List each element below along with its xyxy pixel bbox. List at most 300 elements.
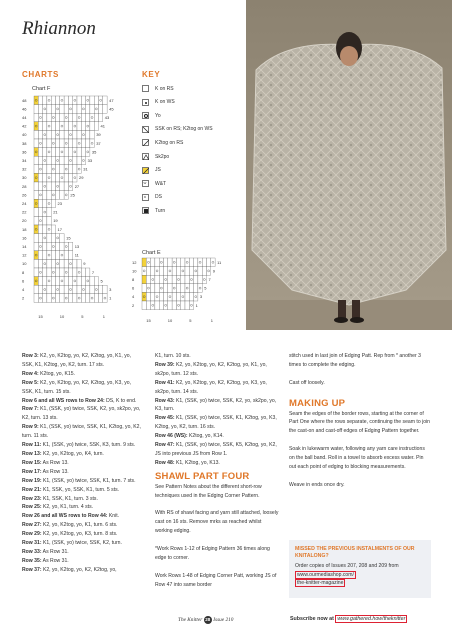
making-up-heading: MAKING UP xyxy=(289,397,346,409)
chart-f-cell xyxy=(43,156,47,165)
chart-f-cell xyxy=(34,234,38,243)
chart-f-cell xyxy=(81,130,85,139)
chart-f-cell xyxy=(38,173,42,182)
right-slash-square-icon xyxy=(142,139,149,146)
chart-f-row-label: 6 xyxy=(22,278,25,284)
pattern-row xyxy=(22,521,144,530)
chart-f-cell xyxy=(77,277,81,286)
chart-f-cell xyxy=(68,173,72,182)
chart-f-cell xyxy=(34,216,38,225)
chart-f-row-label: 36 xyxy=(22,149,27,155)
chart-f-cell xyxy=(94,277,98,286)
chart-e-cell xyxy=(181,292,185,301)
chart-f-label: Chart F xyxy=(32,86,51,92)
chart-f-row-label: 45 xyxy=(109,106,114,112)
pattern-row xyxy=(155,379,279,397)
chart-f-cell xyxy=(77,130,81,139)
footer-subscribe-text: Subscribe now at xyxy=(290,616,334,622)
row-text: K2, yo, K2tog, yo, K2, K2tog, yo, K3, yo, SSK, K1, turn. 15 sts. xyxy=(22,379,132,395)
chart-e-cell xyxy=(172,275,176,284)
chart-f-cell xyxy=(60,182,64,191)
chart-f-row-label: 7 xyxy=(91,269,95,275)
chart-e-row-label: 9 xyxy=(212,268,216,274)
chart-f-cell xyxy=(64,105,68,114)
chart-f-cell xyxy=(99,285,103,294)
chart-f-cell xyxy=(77,156,81,165)
chart-e-col-label: 1 xyxy=(210,318,214,323)
row-text: As Row 31. xyxy=(41,557,69,564)
chart-f-cell xyxy=(103,285,107,294)
chart-f-cell xyxy=(43,242,47,251)
shop-link[interactable]: www.ourmediashop.com/ xyxy=(297,571,354,578)
chart-f-row-label: 26 xyxy=(22,192,27,198)
chart-f-row-label: 27 xyxy=(74,183,80,189)
chart-f-cell xyxy=(60,96,64,105)
chart-f-cell xyxy=(43,234,47,243)
key-label: Turn xyxy=(155,207,166,214)
row-text: K1, turn. 10 sts. xyxy=(155,353,191,359)
chart-f-cell xyxy=(38,268,42,277)
chart-f-cell xyxy=(56,285,60,294)
pattern-row xyxy=(155,397,279,415)
chart-f-cell xyxy=(43,105,47,114)
chart-f-cell xyxy=(56,165,60,174)
chart-f-cell xyxy=(60,242,64,251)
chart-f-cell xyxy=(90,113,94,122)
chart-f-cell xyxy=(94,294,98,303)
chart-f-row-label: 25 xyxy=(70,192,75,198)
dot-square-icon xyxy=(142,99,149,106)
chart-e-cell xyxy=(151,301,155,310)
row-label: Row 23: xyxy=(22,495,42,502)
chart-e-cell xyxy=(194,292,198,301)
chart-f-cell xyxy=(34,268,38,277)
chart-f-cell xyxy=(47,234,51,243)
row-label: Row 5: xyxy=(22,379,39,386)
chart-f-cell xyxy=(34,139,38,148)
chart-e-cell xyxy=(211,258,215,267)
chart-f-cell xyxy=(43,285,47,294)
chart-f-row-label: 19 xyxy=(53,218,58,224)
subscribe-link[interactable]: www.gathered.how/theknitter xyxy=(337,616,406,622)
chart-f-cell xyxy=(90,285,94,294)
chart-f-row-label: 18 xyxy=(22,226,27,232)
chart-f-row-label: 48 xyxy=(22,97,27,103)
chart-f-cell xyxy=(60,122,64,131)
chart-f-row-label: 14 xyxy=(22,244,27,249)
chart-f-row-label: 37 xyxy=(96,140,101,146)
chart-f-cell xyxy=(56,259,60,268)
chart-f-cell xyxy=(64,113,68,122)
chart-f-cell xyxy=(60,259,64,268)
chart-f-row-label: 24 xyxy=(22,201,27,206)
chart-f-cell xyxy=(56,277,60,286)
chart-f-row-label: 33 xyxy=(87,158,93,163)
key-label: K2tog on RS xyxy=(155,139,184,146)
chart-f-cell xyxy=(68,105,72,114)
chart-f-cell xyxy=(73,96,77,105)
chart-e-row-label: 2 xyxy=(132,302,135,308)
chart-f-cell xyxy=(51,139,55,148)
chart-f-cell xyxy=(60,148,64,157)
chart-f-cell xyxy=(73,259,77,268)
chart-f-cell xyxy=(86,96,90,105)
key-label: JS xyxy=(155,167,161,174)
chart-e-cell xyxy=(168,301,172,310)
chart-f-row-label: 1 xyxy=(109,295,112,301)
row-text: K1, K2tog, yo, K13. xyxy=(174,459,220,466)
chart-f-cell xyxy=(73,165,77,174)
chart-f-cell xyxy=(47,268,51,277)
chart-f-cell xyxy=(68,113,72,122)
chart-f-cell xyxy=(47,173,51,182)
key-label: K on RS xyxy=(155,85,174,92)
chart-e-cell xyxy=(189,284,193,293)
pattern-row xyxy=(155,459,279,468)
chart-e-cell xyxy=(155,258,159,267)
chart-f-cell xyxy=(47,122,51,131)
chart-f-cell xyxy=(51,277,55,286)
row-label: Row 19: xyxy=(22,477,42,484)
chart-f-cell xyxy=(38,113,42,122)
chart-f-cell xyxy=(38,139,42,148)
chart-f-cell xyxy=(47,191,51,200)
chart-e-cell xyxy=(155,267,159,276)
chart-f-cell xyxy=(68,148,72,157)
chart-f-cell xyxy=(51,251,55,260)
chart-e-cell xyxy=(146,301,150,310)
chart-e-cell xyxy=(198,275,202,284)
chart-f-cell xyxy=(43,148,47,157)
chart-f-row-label: 12 xyxy=(22,252,27,258)
chart-f-cell xyxy=(38,122,42,131)
chart-e-cell xyxy=(181,267,185,276)
chart-f-cell xyxy=(86,294,90,303)
paragraph: stitch used in last join of Edging Patt. Rep from * another 3 times to complete the edging. xyxy=(289,353,421,368)
chart-f-cell xyxy=(103,294,107,303)
chart-e-cell xyxy=(168,292,172,301)
row-text: K1, (SSK, yo) twice, SSK, K1, K2tog, yo, K3, K2tog, yo, K2, turn. 16 sts. xyxy=(155,415,277,431)
chart-f-cell xyxy=(68,139,72,148)
chart-e-cell xyxy=(142,284,146,293)
chart-f-cell xyxy=(56,294,60,303)
chart-f-cell xyxy=(77,148,81,157)
key-item xyxy=(142,194,162,201)
chart-f-row-label: 20 xyxy=(22,218,27,224)
chart-f-cell xyxy=(51,105,55,114)
chart-f-cell xyxy=(77,122,81,131)
footer-issue xyxy=(178,616,233,624)
chart-e-cell xyxy=(155,284,159,293)
key-label: W&T xyxy=(155,180,167,187)
chart-e-cell xyxy=(207,267,211,276)
chart-f-cell xyxy=(64,277,68,286)
chart-e-cell xyxy=(151,258,155,267)
footer-magazine: The Knitter xyxy=(178,617,203,623)
row-text: K2, yo, K2tog, yo, K3, turn. 8 sts. xyxy=(41,531,118,538)
yellow-diagonal-square-icon xyxy=(142,167,149,174)
chart-f-cell xyxy=(64,182,68,191)
row-label: Row 13: xyxy=(22,450,42,457)
row-text: K2, yo, K2tog, yo, K1, turn. 6 sts. xyxy=(41,522,118,529)
chart-f-row-label: 8 xyxy=(22,269,25,275)
chart-f-cell xyxy=(64,130,68,139)
chart-f-cell xyxy=(34,165,38,174)
chart-f-cell xyxy=(60,251,64,260)
chart-f-cell xyxy=(60,173,64,182)
chart-f-cell xyxy=(56,148,60,157)
paragraph: Cast off loosely. xyxy=(289,379,325,386)
chart-f-cell xyxy=(51,259,55,268)
chart-f-row-label: 21 xyxy=(53,209,58,215)
previous-instalments-box xyxy=(289,540,431,598)
chart-e-label: Chart E xyxy=(142,250,161,256)
chart-f-row-label: 4 xyxy=(22,287,25,292)
row-text: K1, (SSK, yo) twice, SSK, K2, yo, sk2po, yo, K2, turn. 13 sts. xyxy=(22,406,141,422)
chart-e-cell xyxy=(164,258,168,267)
chart-e-cell xyxy=(164,301,168,310)
chart-f-cell xyxy=(34,225,38,234)
chart-f-cell xyxy=(47,216,51,225)
chart-f-cell xyxy=(38,294,42,303)
chart-f-cell xyxy=(68,156,72,165)
chart-f-cell xyxy=(47,225,51,234)
row-label: Row 39: xyxy=(155,361,175,368)
chart-e-row-label: 6 xyxy=(132,285,135,291)
chart-f-cell xyxy=(38,156,42,165)
row-label: Row 31: xyxy=(22,540,42,547)
chart-f-cell xyxy=(81,285,85,294)
chart-f-cell xyxy=(94,105,98,114)
chart-f-cell xyxy=(68,251,72,260)
chart-f-cell xyxy=(47,139,51,148)
chart-f-cell xyxy=(38,165,42,174)
row-text: K1, (SSK, yo) twice, SSK, K1, K2tog, yo, K2, turn. 11 sts. xyxy=(22,424,141,440)
chart-e-cell xyxy=(142,301,146,310)
triangle-square-icon xyxy=(142,153,149,160)
chart-f-cell xyxy=(43,130,47,139)
pattern-row xyxy=(22,548,144,557)
chart-f-cell xyxy=(43,208,47,217)
row-text: K1, (SSK, yo) twice, SSK, K2, yo, sk2po, yo, K3, turn. xyxy=(155,397,277,413)
chart-f-cell xyxy=(47,285,51,294)
chart-f-cell xyxy=(77,294,81,303)
chart-f-cell xyxy=(77,259,81,268)
chart-f-cell xyxy=(73,285,77,294)
row-label: Row 9: xyxy=(22,424,39,431)
chart-f-cell xyxy=(51,182,55,191)
chart-e-cell xyxy=(151,267,155,276)
row-label: Row 43: xyxy=(155,397,175,404)
footer-subscribe xyxy=(290,616,407,622)
chart-e-cell xyxy=(151,292,155,301)
chart-f-cell xyxy=(90,130,94,139)
chart-f-cell xyxy=(56,96,60,105)
chart-e-cell xyxy=(189,275,193,284)
chart-e-cell xyxy=(159,284,163,293)
chart-e-col-label: 15 xyxy=(146,318,151,323)
row-label: Row 17: xyxy=(22,468,42,475)
chart-e-cell xyxy=(176,301,180,310)
chart-e-cell xyxy=(159,267,163,276)
chart-e-cell xyxy=(189,258,193,267)
chart-f-cell xyxy=(86,268,90,277)
chart-f-cell xyxy=(34,148,38,157)
footer-issue-number: Issue 210 xyxy=(213,617,234,623)
chart-e-row-label: 8 xyxy=(132,277,135,282)
chart-f-cell xyxy=(56,113,60,122)
chart-e-cell xyxy=(176,292,180,301)
chart-e-row-label: 3 xyxy=(199,294,203,300)
chart-f-row-label: 39 xyxy=(96,132,101,138)
left-slash-square-icon xyxy=(142,126,149,133)
key-label: Sk2po xyxy=(155,153,170,160)
chart-f-row-label: 15 xyxy=(66,235,71,241)
chart-f-cell xyxy=(43,199,47,208)
chart-e-cell xyxy=(172,258,176,267)
chart-f-cell xyxy=(64,268,68,277)
chart-e-cell xyxy=(164,267,168,276)
chart-f-cell xyxy=(73,268,77,277)
chart-f-cell xyxy=(68,96,72,105)
shawl-part-four-heading: SHAWL PART FOUR xyxy=(155,470,250,482)
chart-f-row-label: 5 xyxy=(100,278,103,284)
chart-f-cell xyxy=(64,139,68,148)
chart-e-cell xyxy=(181,301,185,310)
key-item xyxy=(142,99,175,106)
chart-f-cell xyxy=(90,139,94,148)
chart-e-cell xyxy=(198,258,202,267)
chart-f-cell xyxy=(86,105,90,114)
chart-f-cell xyxy=(60,105,64,114)
chart-f-row-label: 41 xyxy=(100,123,105,129)
chart-f-cell xyxy=(60,234,64,243)
chart-e-cell xyxy=(142,258,146,267)
chart-f-cell xyxy=(73,130,77,139)
row-label: Row 33: xyxy=(22,548,42,555)
chart-f-cell xyxy=(68,277,72,286)
row-text: K1, SSK, K1, turn. 3 sts. xyxy=(41,495,98,502)
pattern-row xyxy=(22,530,144,539)
ds-square-icon: D xyxy=(142,194,149,201)
chart-f-cell xyxy=(56,251,60,260)
chart-f-cell xyxy=(103,105,107,114)
chart-f-row-label: 46 xyxy=(22,106,27,112)
chart-f-cell xyxy=(81,139,85,148)
pattern-row xyxy=(155,441,279,459)
pattern-row xyxy=(22,486,144,495)
row-label: Row 25: xyxy=(22,504,42,511)
paragraph: Seam the edges of the border rows, starting at the corner of Part One where the rows separate, continuing the seam to join the cast-on and cast-off edges of Edging Pattern together. xyxy=(289,410,431,435)
chart-f-row-label: 40 xyxy=(22,132,27,138)
pattern-row xyxy=(22,468,144,477)
key-item xyxy=(142,126,213,133)
chart-f-cell xyxy=(73,139,77,148)
chart-f-cell xyxy=(81,156,85,165)
chart-f-cell xyxy=(81,277,85,286)
chart-f-row-label: 38 xyxy=(22,140,27,146)
row-label: Row 4: xyxy=(22,370,39,377)
chart-f-row-label: 47 xyxy=(109,97,114,103)
chart-e-cell xyxy=(194,275,198,284)
chart-f-cell xyxy=(86,113,90,122)
chart-f-cell xyxy=(47,130,51,139)
chart-f-cell xyxy=(51,294,55,303)
chart-e-cell xyxy=(207,258,211,267)
wt-square-icon: W xyxy=(142,180,149,187)
shop-link-continued[interactable]: the-knitter-magazine xyxy=(297,580,344,586)
row-label: Row 7: xyxy=(22,406,39,413)
chart-f-cell xyxy=(47,208,51,217)
chart-f-cell xyxy=(56,191,60,200)
chart-f-cell xyxy=(64,294,68,303)
chart-f-cell xyxy=(60,130,64,139)
chart-e-cell xyxy=(159,258,163,267)
chart-e-cell xyxy=(176,275,180,284)
chart-e-cell xyxy=(202,275,206,284)
chart-e-cell xyxy=(142,267,146,276)
chart-f-row-label: 23 xyxy=(57,201,62,206)
chart-f-cell xyxy=(99,113,103,122)
chart-f-cell xyxy=(38,182,42,191)
chart-e-cell xyxy=(142,292,146,301)
chart-e-cell xyxy=(185,301,189,310)
pattern-row xyxy=(22,397,144,406)
paragraph: Work Rows 1-48 of Edging Corner Patt, working JS of Row 47 into same border xyxy=(155,572,277,588)
chart-f-cell xyxy=(64,259,68,268)
key-label: K on WS xyxy=(155,99,175,106)
chart-e-cell xyxy=(172,267,176,276)
chart-f-cell xyxy=(51,199,55,208)
chart-f-cell xyxy=(73,113,77,122)
pattern-row xyxy=(22,379,144,397)
chart-f-cell xyxy=(64,285,68,294)
pattern-row xyxy=(22,566,144,575)
chart-f-cell xyxy=(34,113,38,122)
chart-f-row-label: 31 xyxy=(83,166,88,172)
chart-e-row-label: 7 xyxy=(208,277,211,282)
chart-e-cell xyxy=(189,292,193,301)
chart-f-row-label: 17 xyxy=(57,226,62,232)
chart-f-cell xyxy=(90,277,94,286)
row-text: K1, (SSK, yo) twice, SSK, K5, K2tog, yo, K2, JS into previous JS from Row 1. xyxy=(155,442,277,457)
chart-f-cell xyxy=(51,148,55,157)
chart-f-cell xyxy=(34,122,38,131)
chart-f-cell xyxy=(77,165,81,174)
chart-f-cell xyxy=(51,156,55,165)
chart-f-cell xyxy=(77,105,81,114)
paragraph: Soak in lukewarm water, following any yarn care instructions on the ball band. Roll in a towel to absorb excess water. Pin out each point of edging to blocking measurements. xyxy=(289,446,425,470)
turn-square-icon xyxy=(142,207,149,214)
chart-f-cell xyxy=(38,191,42,200)
chart-f-cell xyxy=(43,113,47,122)
chart-f-cell xyxy=(56,105,60,114)
chart-f-cell xyxy=(68,130,72,139)
key-label: SSK on RS; K2tog on WS xyxy=(155,126,213,133)
pattern-row xyxy=(22,441,144,450)
chart-f-cell xyxy=(38,208,42,217)
chart-e-cell xyxy=(185,267,189,276)
pattern-row xyxy=(22,477,144,486)
chart-e-cell xyxy=(155,301,159,310)
row-text: As Row 13. xyxy=(41,459,69,466)
chart-f-cell xyxy=(38,105,42,114)
chart-f-row-label: 29 xyxy=(79,175,84,181)
chart-f-cell xyxy=(51,225,55,234)
chart-f-cell xyxy=(51,113,55,122)
key-label: Yo xyxy=(155,112,161,119)
chart-f-cell xyxy=(34,242,38,251)
